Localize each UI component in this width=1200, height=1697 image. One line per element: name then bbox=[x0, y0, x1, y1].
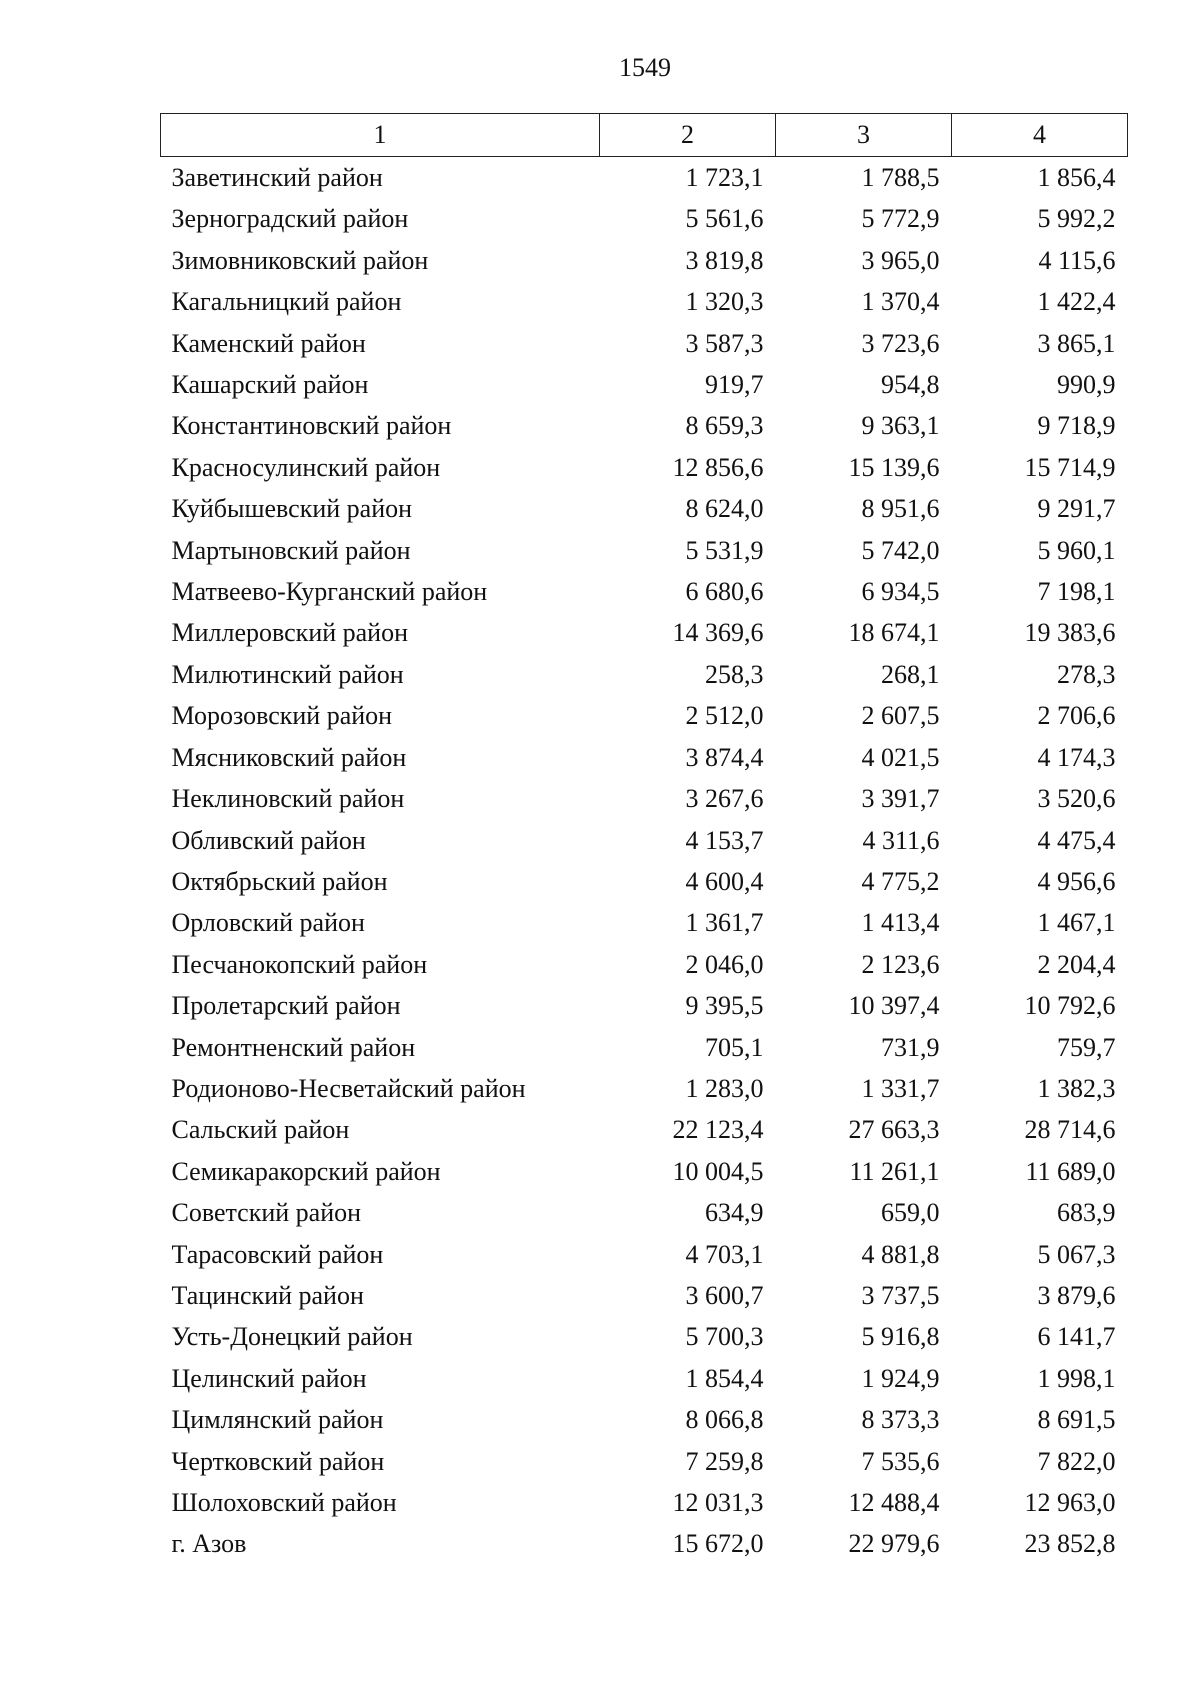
value-col-2-cell: 4 600,4 bbox=[685, 866, 764, 896]
value-col-3-cell: 5 742,0 bbox=[861, 535, 940, 565]
value-col-2-cell: 8 659,3 bbox=[685, 411, 764, 441]
value-col-3-cell: 9 363,1 bbox=[861, 411, 940, 441]
table-row bbox=[161, 198, 1128, 239]
district-name-cell: Кагальницкий район bbox=[171, 287, 402, 317]
district-name-cell: г. Азов bbox=[171, 1529, 247, 1559]
table-row bbox=[161, 530, 1128, 571]
district-name-cell: Мясниковский район bbox=[171, 742, 407, 772]
district-name-cell: Тарасовский район bbox=[171, 1239, 384, 1269]
value-col-4-cell: 5 067,3 bbox=[1037, 1239, 1116, 1269]
budget-table bbox=[160, 113, 1128, 1565]
header-row bbox=[161, 114, 1128, 157]
district-name-cell: Матвеево-Курганский район bbox=[171, 577, 488, 607]
value-col-4-cell: 28 714,6 bbox=[1024, 1115, 1116, 1145]
value-col-2-cell: 1 283,0 bbox=[685, 1073, 764, 1103]
value-col-3-cell: 3 391,7 bbox=[861, 784, 940, 814]
value-col-3-cell: 6 934,5 bbox=[861, 577, 940, 607]
table-row bbox=[161, 1151, 1128, 1192]
table-row bbox=[161, 1358, 1128, 1399]
value-col-3-cell: 8 373,3 bbox=[861, 1405, 940, 1435]
value-col-3-cell: 4 021,5 bbox=[861, 742, 940, 772]
value-col-3-cell: 268,1 bbox=[881, 659, 940, 689]
table-header bbox=[161, 114, 1128, 157]
table-row bbox=[161, 1275, 1128, 1316]
value-col-3-cell: 4 775,2 bbox=[861, 866, 940, 896]
table-row bbox=[161, 737, 1128, 778]
table-body bbox=[161, 157, 1128, 1565]
value-col-4-cell: 5 960,1 bbox=[1037, 535, 1116, 565]
value-col-2-cell: 258,3 bbox=[705, 659, 764, 689]
value-col-2-cell: 3 874,4 bbox=[685, 742, 764, 772]
value-col-2-cell: 1 723,1 bbox=[685, 163, 764, 192]
value-col-3-cell: 4 311,6 bbox=[862, 825, 940, 855]
district-name-cell: Зерноградский район bbox=[171, 204, 409, 234]
value-col-2-cell: 3 600,7 bbox=[685, 1280, 764, 1310]
district-name-cell: Морозовский район bbox=[171, 701, 393, 731]
table-row bbox=[161, 612, 1128, 653]
value-col-4-cell: 1 422,4 bbox=[1037, 287, 1116, 317]
value-col-3-cell: 3 965,0 bbox=[861, 245, 940, 275]
value-col-2-cell: 1 320,3 bbox=[685, 287, 764, 317]
table-row bbox=[161, 654, 1128, 695]
value-col-4-cell: 12 963,0 bbox=[1024, 1488, 1116, 1517]
value-col-4-cell: 759,7 bbox=[1057, 1032, 1116, 1062]
page-number: 1549 bbox=[619, 53, 671, 82]
value-col-2-cell: 4 153,7 bbox=[685, 825, 764, 855]
district-name-cell: Зимовниковский район bbox=[171, 245, 429, 275]
value-col-3-cell: 2 123,6 bbox=[861, 949, 940, 979]
value-col-2-cell: 14 369,6 bbox=[672, 618, 764, 648]
district-name-cell: Шолоховский район bbox=[171, 1488, 397, 1517]
value-col-2-cell: 2 046,0 bbox=[685, 949, 764, 979]
value-col-2-cell: 3 587,3 bbox=[685, 328, 764, 358]
value-col-4-cell: 3 865,1 bbox=[1037, 328, 1116, 358]
value-col-4-cell: 4 115,6 bbox=[1038, 245, 1116, 275]
value-col-3-cell: 1 788,5 bbox=[861, 163, 940, 192]
district-name-cell: Куйбышевский район bbox=[171, 494, 413, 524]
table-row bbox=[161, 1192, 1128, 1233]
value-col-2-cell: 1 361,7 bbox=[685, 908, 764, 938]
column-header-3: 3 bbox=[776, 114, 952, 157]
district-name-cell: Цимлянский район bbox=[171, 1405, 384, 1435]
table-row bbox=[161, 405, 1128, 446]
district-name-cell: Миллеровский район bbox=[171, 618, 409, 648]
table-row bbox=[161, 488, 1128, 529]
column-header-1: 1 bbox=[161, 114, 600, 157]
table-row bbox=[161, 447, 1128, 488]
value-col-2-cell: 634,9 bbox=[705, 1198, 764, 1228]
table-row bbox=[161, 240, 1128, 281]
table-row bbox=[161, 1523, 1128, 1564]
column-header-2: 2 bbox=[600, 114, 776, 157]
value-col-4-cell: 278,3 bbox=[1057, 659, 1116, 689]
district-name-cell: Октябрьский район bbox=[171, 866, 388, 896]
value-col-3-cell: 954,8 bbox=[881, 370, 940, 400]
table-row bbox=[161, 861, 1128, 902]
district-name-cell: Семикаракорский район bbox=[171, 1156, 441, 1186]
value-col-2-cell: 4 703,1 bbox=[685, 1239, 764, 1269]
value-col-3-cell: 2 607,5 bbox=[861, 701, 940, 731]
value-col-2-cell: 9 395,5 bbox=[685, 991, 764, 1021]
table-row bbox=[161, 323, 1128, 364]
value-col-4-cell: 4 956,6 bbox=[1037, 866, 1116, 896]
value-col-2-cell: 10 004,5 bbox=[672, 1156, 764, 1186]
value-col-2-cell: 6 680,6 bbox=[685, 577, 764, 607]
table-row bbox=[161, 364, 1128, 405]
table-row bbox=[161, 1441, 1128, 1482]
value-col-2-cell: 12 856,6 bbox=[672, 452, 764, 482]
value-col-3-cell: 731,9 bbox=[881, 1032, 940, 1062]
value-col-2-cell: 22 123,4 bbox=[672, 1115, 764, 1145]
district-name-cell: Орловский район bbox=[171, 908, 365, 938]
value-col-3-cell: 27 663,3 bbox=[848, 1115, 940, 1145]
district-name-cell: Константиновский район bbox=[171, 411, 452, 441]
district-name-cell: Мартыновский район bbox=[171, 535, 411, 565]
value-col-2-cell: 705,1 bbox=[705, 1032, 764, 1062]
value-col-3-cell: 1 370,4 bbox=[861, 287, 940, 317]
table-row bbox=[161, 1109, 1128, 1150]
value-col-3-cell: 15 139,6 bbox=[848, 452, 940, 482]
value-col-4-cell: 1 467,1 bbox=[1037, 908, 1116, 938]
value-col-3-cell: 4 881,8 bbox=[861, 1239, 940, 1269]
table-row bbox=[161, 157, 1128, 199]
district-name-cell: Чертковский район bbox=[171, 1446, 385, 1476]
value-col-4-cell: 9 291,7 bbox=[1037, 494, 1116, 524]
value-col-4-cell: 683,9 bbox=[1057, 1198, 1116, 1228]
table-row bbox=[161, 902, 1128, 943]
value-col-2-cell: 5 531,9 bbox=[685, 535, 764, 565]
district-name-cell: Пролетарский район bbox=[171, 991, 401, 1021]
value-col-4-cell: 7 822,0 bbox=[1037, 1446, 1116, 1476]
value-col-4-cell: 2 706,6 bbox=[1037, 701, 1116, 731]
value-col-4-cell: 23 852,8 bbox=[1024, 1529, 1116, 1559]
value-col-3-cell: 5 916,8 bbox=[861, 1322, 940, 1352]
district-name-cell: Ремонтненский район bbox=[171, 1032, 416, 1062]
value-col-4-cell: 2 204,4 bbox=[1037, 949, 1116, 979]
value-col-4-cell: 5 992,2 bbox=[1037, 204, 1116, 234]
district-name-cell: Целинский район bbox=[171, 1363, 367, 1393]
table-row bbox=[161, 1482, 1128, 1523]
value-col-4-cell: 8 691,5 bbox=[1037, 1405, 1116, 1435]
table-row bbox=[161, 944, 1128, 985]
district-name-cell: Усть-Донецкий район bbox=[171, 1322, 413, 1352]
value-col-3-cell: 12 488,4 bbox=[848, 1488, 940, 1517]
value-col-2-cell: 3 819,8 bbox=[685, 245, 764, 275]
value-col-3-cell: 3 723,6 bbox=[861, 328, 940, 358]
table-row bbox=[161, 1027, 1128, 1068]
district-name-cell: Неклиновский район bbox=[171, 784, 405, 814]
district-name-cell: Сальский район bbox=[171, 1115, 350, 1145]
value-col-3-cell: 7 535,6 bbox=[861, 1446, 940, 1476]
value-col-4-cell: 3 879,6 bbox=[1037, 1280, 1116, 1310]
value-col-2-cell: 15 672,0 bbox=[672, 1529, 764, 1559]
value-col-2-cell: 5 561,6 bbox=[685, 204, 764, 234]
district-name-cell: Тацинский район bbox=[171, 1280, 364, 1310]
value-col-3-cell: 8 951,6 bbox=[861, 494, 940, 524]
value-col-4-cell: 6 141,7 bbox=[1037, 1322, 1116, 1352]
value-col-2-cell: 7 259,8 bbox=[685, 1446, 764, 1476]
table-row bbox=[161, 778, 1128, 819]
value-col-3-cell: 11 261,1 bbox=[849, 1156, 940, 1186]
value-col-2-cell: 1 854,4 bbox=[685, 1363, 764, 1393]
value-col-4-cell: 4 174,3 bbox=[1037, 742, 1116, 772]
district-name-cell: Милютинский район bbox=[171, 659, 404, 689]
value-col-2-cell: 3 267,6 bbox=[685, 784, 764, 814]
value-col-4-cell: 9 718,9 bbox=[1037, 411, 1116, 441]
value-col-3-cell: 22 979,6 bbox=[848, 1529, 940, 1559]
value-col-3-cell: 659,0 bbox=[881, 1198, 940, 1228]
value-col-4-cell: 11 689,0 bbox=[1025, 1156, 1116, 1186]
table-row bbox=[161, 1234, 1128, 1275]
value-col-3-cell: 10 397,4 bbox=[848, 991, 940, 1021]
value-col-4-cell: 1 382,3 bbox=[1037, 1073, 1116, 1103]
value-col-3-cell: 18 674,1 bbox=[848, 618, 940, 648]
table-row bbox=[161, 985, 1128, 1026]
value-col-4-cell: 1 856,4 bbox=[1037, 163, 1116, 192]
table-row bbox=[161, 1316, 1128, 1357]
value-col-4-cell: 7 198,1 bbox=[1037, 577, 1116, 607]
value-col-4-cell: 990,9 bbox=[1057, 370, 1116, 400]
district-name-cell: Каменский район bbox=[171, 328, 366, 358]
value-col-2-cell: 8 066,8 bbox=[685, 1405, 764, 1435]
table-row bbox=[161, 1399, 1128, 1440]
value-col-4-cell: 1 998,1 bbox=[1037, 1363, 1116, 1393]
district-name-cell: Кашарский район bbox=[171, 370, 369, 400]
value-col-4-cell: 19 383,6 bbox=[1024, 618, 1116, 648]
district-name-cell: Обливский район bbox=[171, 825, 366, 855]
district-name-cell: Родионово-Несветайский район bbox=[171, 1073, 526, 1103]
district-name-cell: Советский район bbox=[171, 1198, 362, 1228]
table-row bbox=[161, 820, 1128, 861]
district-name-cell: Песчанокопский район bbox=[171, 949, 428, 979]
value-col-3-cell: 1 924,9 bbox=[861, 1363, 940, 1393]
table-row bbox=[161, 281, 1128, 322]
value-col-2-cell: 2 512,0 bbox=[685, 701, 764, 731]
value-col-3-cell: 1 331,7 bbox=[861, 1073, 940, 1103]
value-col-3-cell: 1 413,4 bbox=[861, 908, 940, 938]
table-row bbox=[161, 571, 1128, 612]
district-name-cell: Красносулинский район bbox=[171, 452, 441, 482]
table-row bbox=[161, 1068, 1128, 1109]
value-col-4-cell: 10 792,6 bbox=[1024, 991, 1116, 1021]
column-header-4: 4 bbox=[952, 114, 1128, 157]
value-col-2-cell: 5 700,3 bbox=[685, 1322, 764, 1352]
value-col-2-cell: 919,7 bbox=[705, 370, 764, 400]
value-col-4-cell: 3 520,6 bbox=[1037, 784, 1116, 814]
table-row bbox=[161, 695, 1128, 736]
value-col-3-cell: 3 737,5 bbox=[861, 1280, 940, 1310]
value-col-2-cell: 8 624,0 bbox=[685, 494, 764, 524]
value-col-2-cell: 12 031,3 bbox=[672, 1488, 764, 1517]
value-col-3-cell: 5 772,9 bbox=[861, 204, 940, 234]
district-name-cell: Заветинский район bbox=[171, 163, 383, 192]
value-col-4-cell: 15 714,9 bbox=[1024, 452, 1116, 482]
value-col-4-cell: 4 475,4 bbox=[1037, 825, 1116, 855]
